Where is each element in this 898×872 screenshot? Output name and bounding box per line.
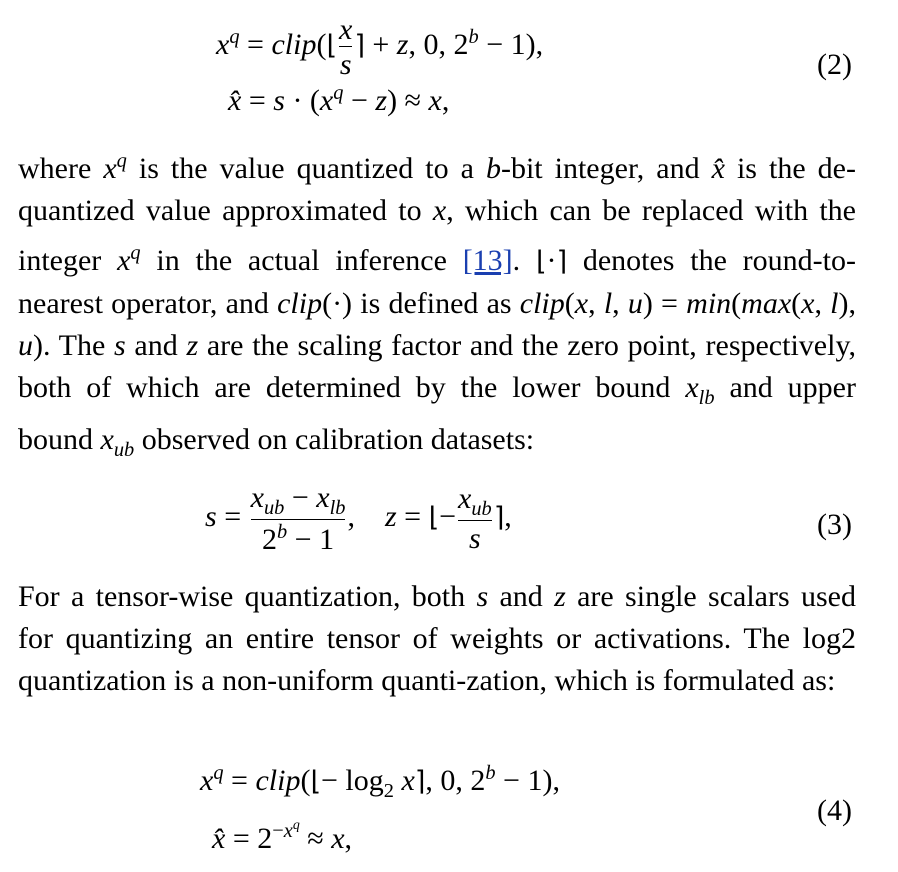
equation-3	[0, 478, 898, 574]
paragraph-2: For a tensor-wise quantization, both s and z are single scalars used for quantizing an entire tensor of weights or activations. The log2 quantization is a non-uniform quanti-zation, which is formulated as:	[18, 580, 856, 697]
equation-2-line-1: $x^q$ = clip(⌊ $\frac{x}{s}$ ⌉ + z, 0, $2^b - 1$),	[216, 13, 544, 81]
equation-2-line-2: x̂ = $s \cdot (x^q - z) \approx x$,	[228, 82, 450, 117]
equation-2-number: (2)	[817, 48, 852, 81]
equation-4	[0, 756, 898, 872]
paragraph-1: where $x^q$ is the value quantized to a b-bit integer, and x̂ is the de-quantized value approximated to x, which can be replaced with the integer $x^q$ in the actual inference [13]. ⌊·⌉ denotes the round-to-nearest operator, and clip(·) is defined as clip(x, l, u) = min(max(x, l), u). The s and z are the scaling factor and the zero point, respectively, both of which are determined by the lower bound $x_{lb}$ and upper bound $x_{ub}$ observed on calibration datasets:	[18, 150, 857, 461]
citation-link[interactable]: [13]	[462, 244, 513, 277]
equation-4-line-2: x̂ = $2^{-x^q} \approx x$,	[212, 818, 353, 855]
equation-4-number: (4)	[817, 794, 852, 827]
equation-3-number: (3)	[817, 508, 852, 541]
equation-3-line: s = $\frac{x_{ub} - x_{lb}}{2^b - 1}$ , z = ⌊− $\frac{x_{ub}}{s}$ ⌉,	[205, 481, 512, 557]
equation-2	[0, 0, 898, 130]
equation-4-line-1: $x^q$ = clip(⌊− $\log_2$ x⌉, 0, $2^b - 1$),	[200, 762, 560, 802]
